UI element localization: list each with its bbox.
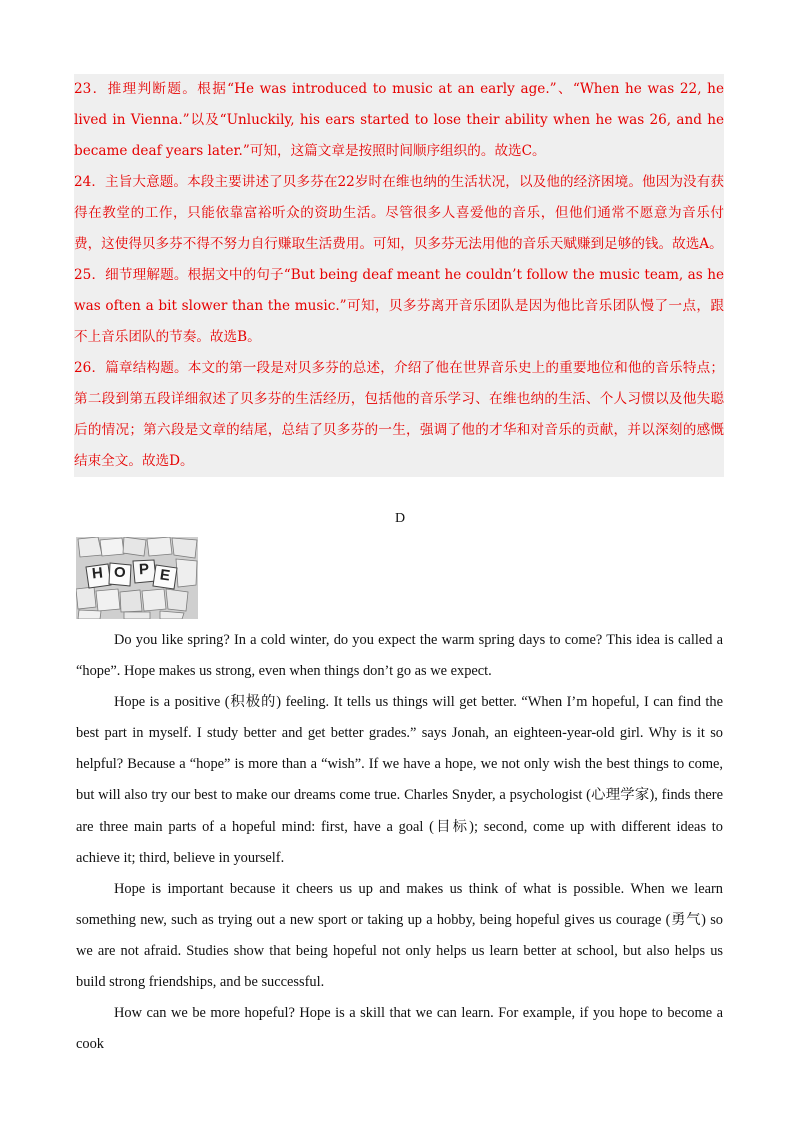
answer-24: 24．主旨大意题。本段主要讲述了贝多芬在22岁时在维也纳的生活状况，以及他的经济困境。他因为没有获得在教堂的工作，只能依靠富裕听众的资助生活。尽管很多人喜爱他的音乐，但他们通常不愿意为音乐付费，这使得贝多芬不得不努力自行赚取生活费用。可知，贝多芬无法用他的音乐天赋赚到足够的钱。故选A。: [74, 174, 724, 252]
hope-tiles-image: [76, 537, 198, 619]
answer-25: 25．细节理解题。根据文中的句子“But being deaf meant he couldn’t follow the music team, as he was often a bit slower than the music.”可知，贝多芬离开音乐团队是因为他比音乐团队慢了一点，跟不上音乐团队的节奏。故选B。: [74, 267, 724, 345]
section-letter: D: [394, 511, 406, 526]
passage-paragraph-1: Do you like spring? In a cold winter, do you expect the warm spring days to come? This idea is called a “hope”. Hope makes us strong, even when things don’t go as we expect.: [76, 632, 723, 680]
tile-letter-e: E: [158, 566, 172, 585]
answer-23: 23．推理判断题。根据“He was introduced to music at an early age.”、“When he was 22, he lived in Vienna.”以及“Unluckily, his ears started to lose their ability when he was 26, and he became deaf years later.”可知，这篇文章是按照时间顺序组织的。故选C。: [74, 81, 724, 159]
hope-tile-letters: [76, 537, 198, 619]
tile-letter-p: P: [138, 560, 150, 579]
reading-passage-d: [76, 625, 723, 1060]
passage-paragraph-2: Hope is a positive (积极的) feeling. It tells us things will get better. “When I’m hopeful, I can find the best part in myself. I study better and get better grades.” says Jonah, an eighteen-year-old girl. Why is it so helpful? Because a “hope” is more than a “wish”. If we have a hope, we not only wish the best things to come, but will also try our best to make our dreams come true. Charles Snyder, a psychologist (心理学家), finds there are three main parts of a hopeful mind: first, have a goal (目标); second, come up with different ideas to achieve it; third, believe in yourself.: [76, 694, 723, 866]
tile-letter-o: O: [114, 564, 126, 581]
tile-letter-h: H: [91, 564, 104, 583]
passage-paragraph-4: How can we be more hopeful? Hope is a skill that we can learn. For example, if you hope to become a cook: [76, 1005, 723, 1053]
answer-explanations: [74, 74, 724, 477]
passage-paragraph-3: Hope is important because it cheers us up and makes us think of what is possible. When we learn something new, such as trying out a new sport or taking up a hobby, being hopeful gives us courage (勇气) so we are not afraid. Studies show that being hopeful not only helps us learn better at school, but also helps us build strong friendships, and be successful.: [76, 880, 723, 991]
answer-26: 26．篇章结构题。本文的第一段是对贝多芬的总述，介绍了他在世界音乐史上的重要地位和他的音乐特点；第二段到第五段详细叙述了贝多芬的生活经历，包括他的音乐学习、在维也纳的生活、个人习惯以及他失聪后的情况；第六段是文章的结尾，总结了贝多芬的一生，强调了他的才华和对音乐的贡献，并以深刻的感慨结束全文。故选D。: [74, 360, 724, 469]
